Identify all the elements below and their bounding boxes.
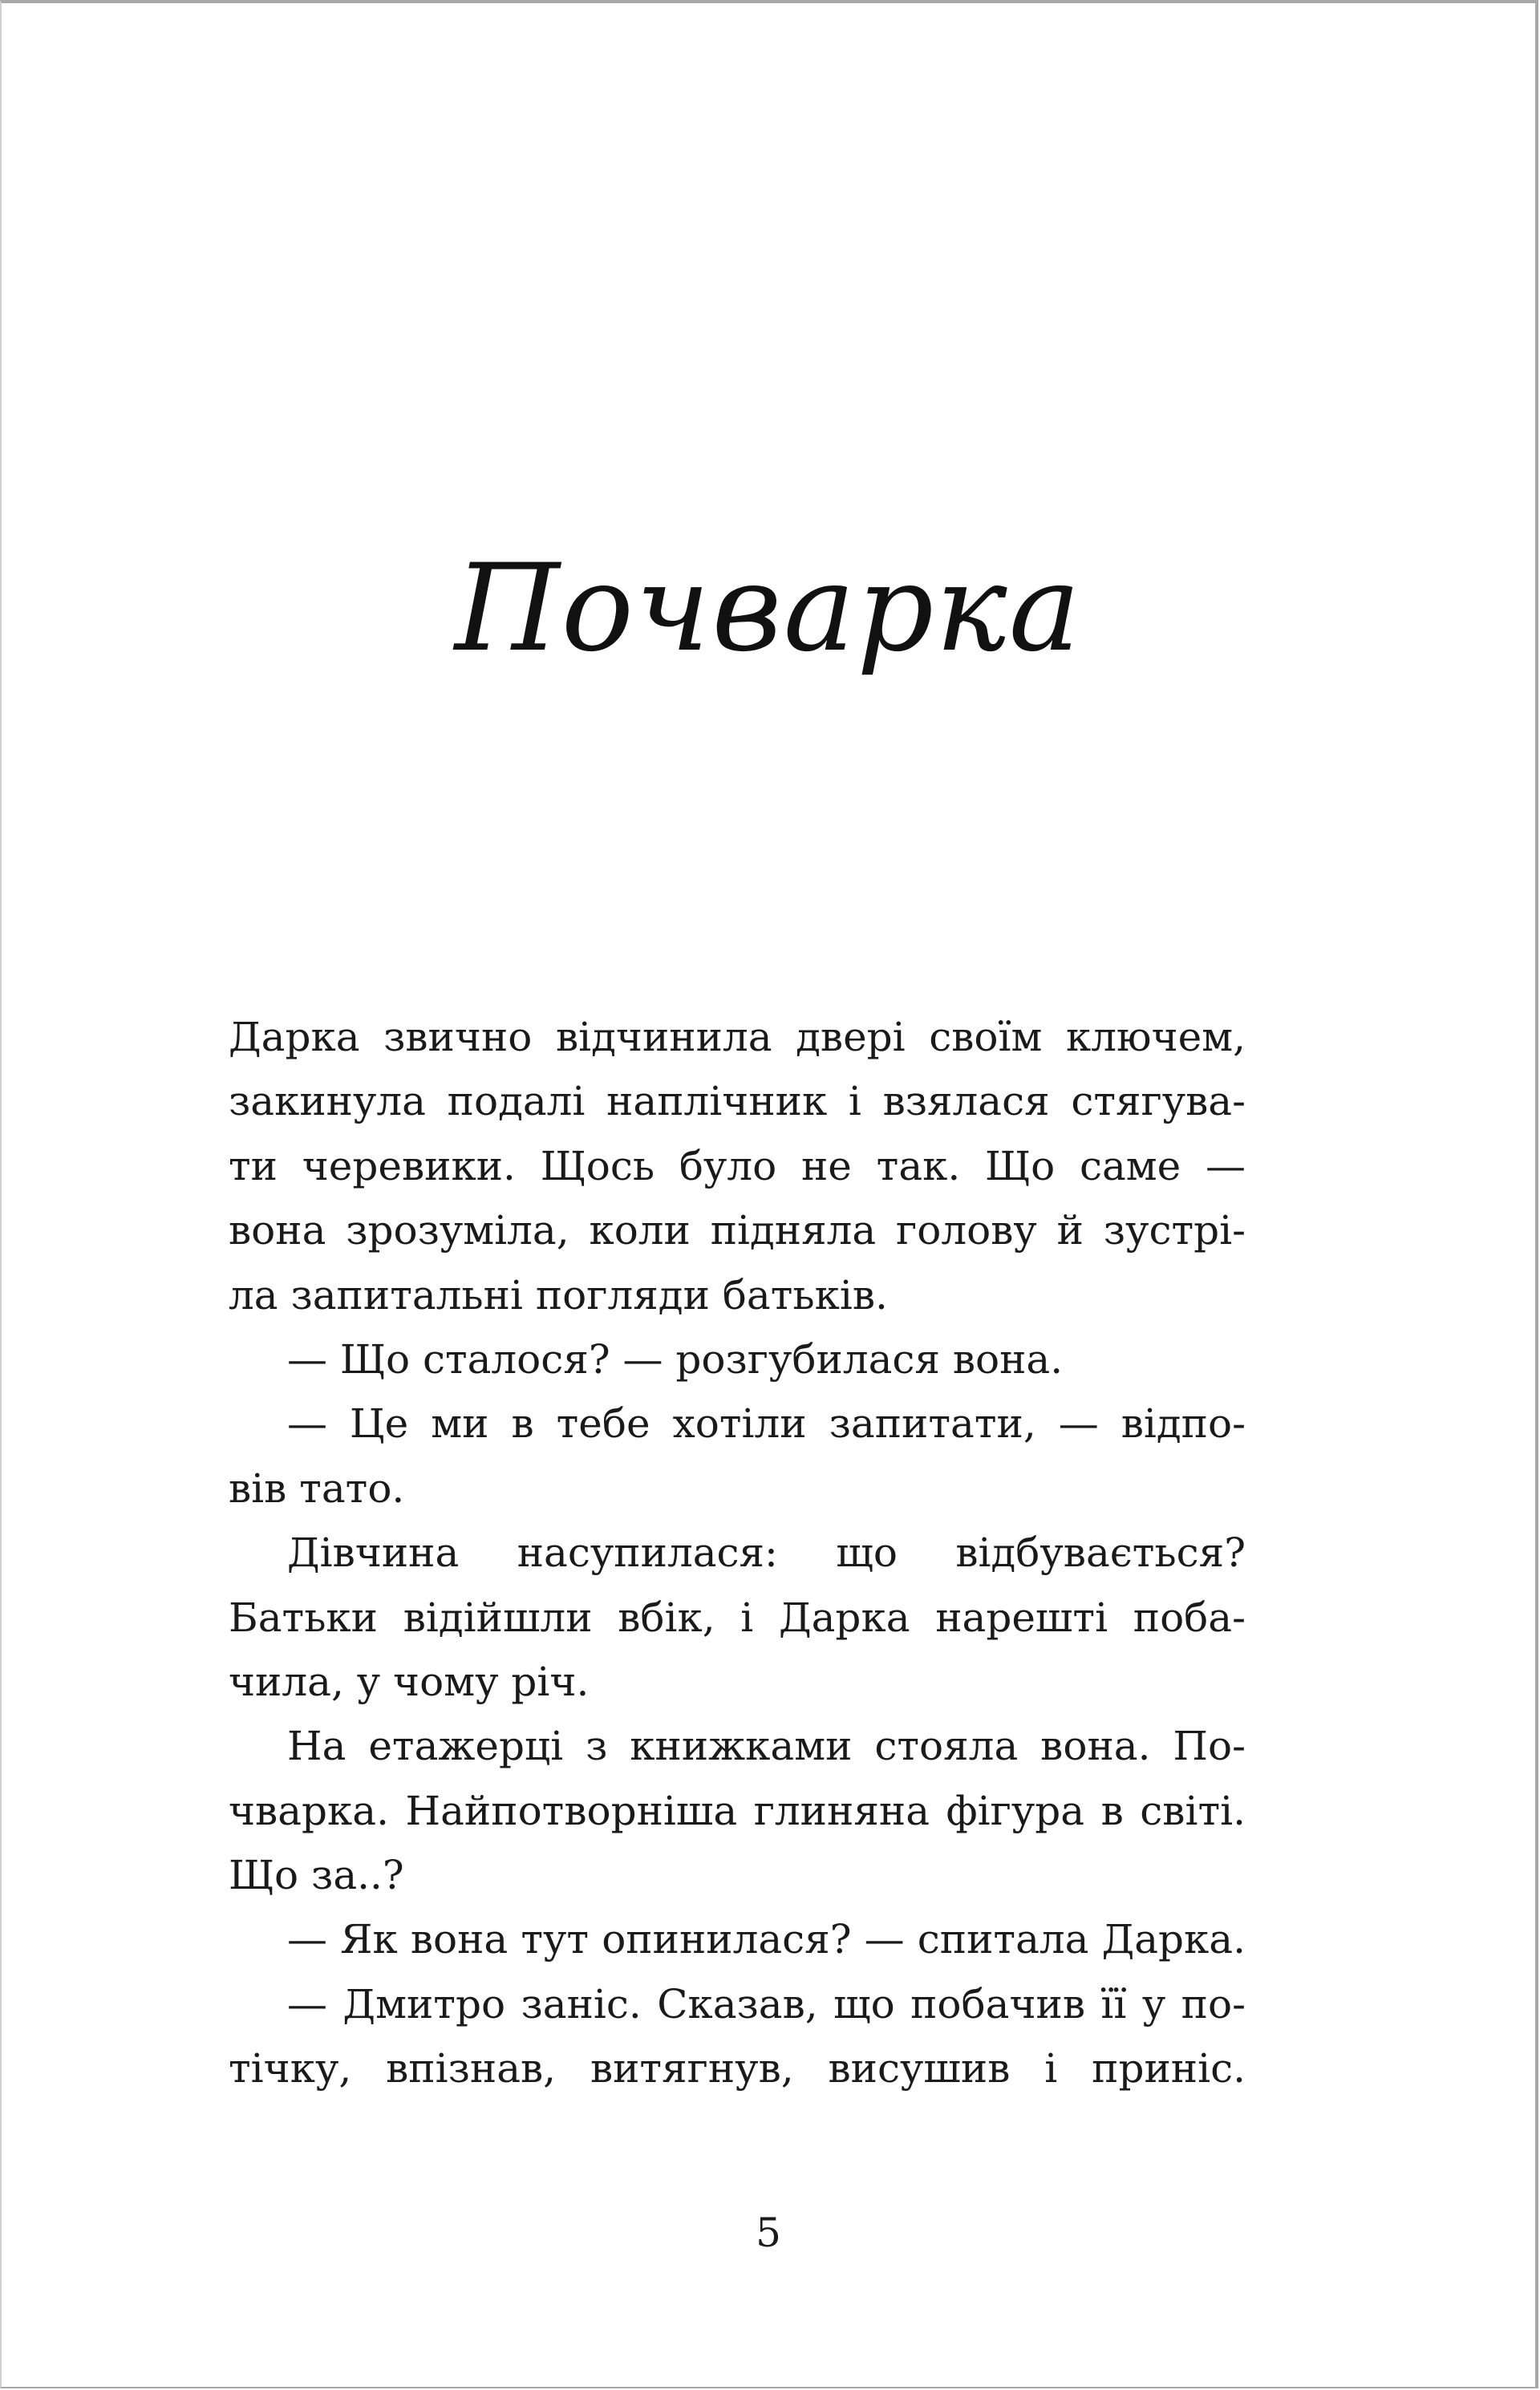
text-line: ти черевики. Щось було не так. Що саме — bbox=[229, 1142, 1246, 1189]
text-line: На етажерці з книжками стояла вона. По- bbox=[287, 1723, 1246, 1770]
text-line: Батьки відійшли вбік, і Дарка нарешті поба- bbox=[229, 1594, 1246, 1641]
body-text bbox=[229, 1005, 1246, 2101]
text-line: — Як вона тут опинилася? — спитала Дарка. bbox=[287, 1916, 1246, 1963]
text-line: закинула подалі наплічник і взялася стягува- bbox=[229, 1078, 1246, 1125]
text-line: чварка. Найпотворніша глиняна фігура в світі. bbox=[229, 1787, 1246, 1834]
text-line: Дарка звично відчинила двері своїм ключем, bbox=[229, 1014, 1246, 1060]
text-line: ла запитальні погляди батьків. bbox=[229, 1271, 888, 1319]
text-line: Дівчина насупилася: що відбувається? bbox=[287, 1529, 1246, 1577]
text-line: вів тато. bbox=[229, 1464, 405, 1512]
chapter-title: Почварка bbox=[454, 539, 1083, 679]
text-line: — Що сталося? — розгубилася вона. bbox=[287, 1335, 1064, 1383]
text-line: вона зрозуміла, коли підняла голову й зустрі- bbox=[229, 1207, 1246, 1254]
text-line: чила, у чому річ. bbox=[229, 1658, 590, 1705]
text-line: — Дмитро заніс. Сказав, що побачив її у по- bbox=[287, 1980, 1246, 2027]
page-number: 5 bbox=[756, 2210, 781, 2256]
text-line: тічку, впізнав, витягнув, висушив і приніс. bbox=[229, 2045, 1246, 2092]
text-line: — Це ми в тебе хотіли запитати, — відпо- bbox=[287, 1400, 1246, 1448]
text-line: Що за..? bbox=[229, 1852, 404, 1899]
